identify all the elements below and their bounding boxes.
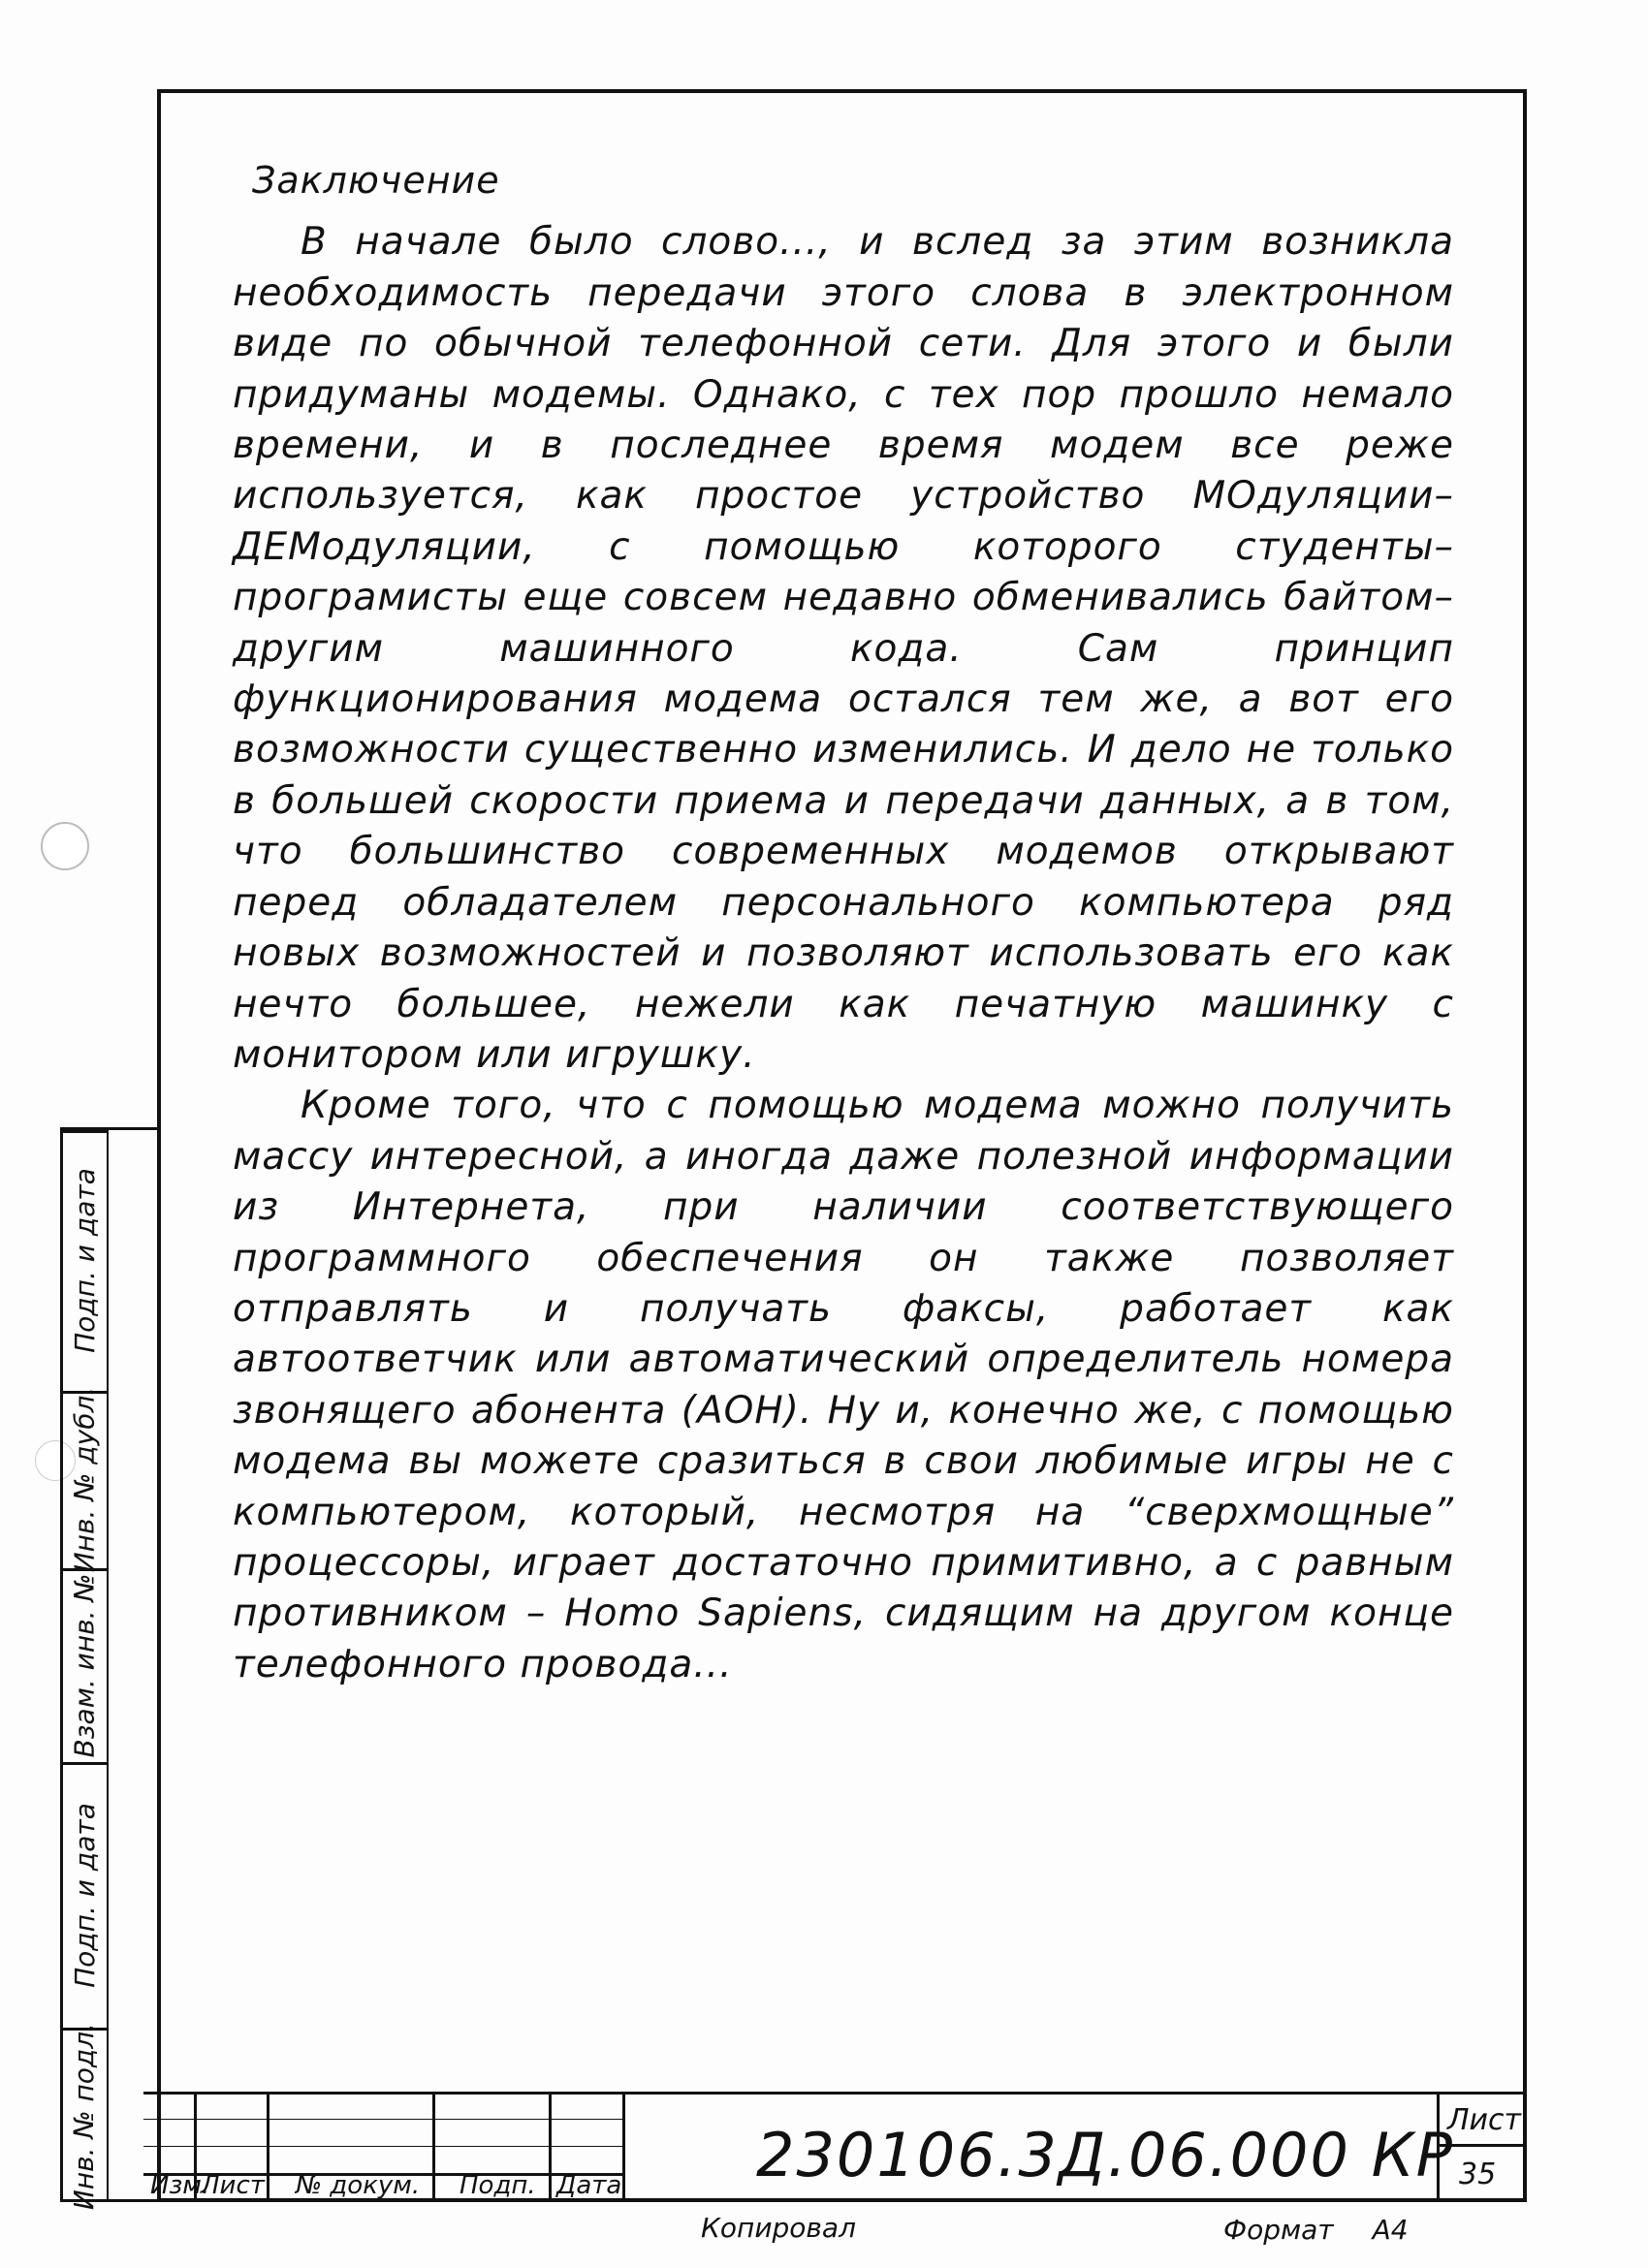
tb-divider [432, 2092, 435, 2202]
paper-format [1223, 2214, 1409, 2246]
side-label-sign-date: Подп. и дата [68, 1168, 101, 1353]
tb-divider [549, 2092, 552, 2202]
sheet-label: Лист [1447, 2103, 1522, 2137]
tb-divider [622, 2092, 625, 2202]
col-doc-number: № докум. [296, 2171, 421, 2200]
side-stamp [60, 1127, 157, 2211]
copied-by-label: Копировал [701, 2212, 856, 2244]
col-change: Изм. [150, 2171, 210, 2200]
tb-rule [143, 2092, 1527, 2095]
punch-hole [41, 822, 89, 870]
paragraph: Кроме того, что с помощью модема можно получить массу интересной, а иногда даже полезной информации из Интернета, при наличии соответствующего программного обеспечения он также позволяет отправлять и получать факсы, работает как автоответчик или автоматический определитель номера звонящего абонента (АОН). Ну и, конечно же, с помощью модема вы можете сразиться в свои любимые игры не с компьютером, который, несмотря на “сверхмощные” процессоры, играет достаточно примитивно, а с равным противником – Homo Sapiens, сидящим на другом конце телефонного провода... [233, 1084, 1454, 1686]
side-label-dup-inv: Инв. № дубл. [68, 1386, 101, 1573]
side-label-orig-inv: Инв. № подл. [68, 2022, 101, 2211]
col-signature: Подп. [460, 2171, 536, 2200]
section-title: Заключение [252, 159, 500, 202]
document-body [233, 155, 1454, 1690]
format-value: А4 [1372, 2214, 1409, 2246]
document-code: 230106.3Д.06.000 КР [756, 2120, 1455, 2190]
format-label: Формат [1223, 2214, 1334, 2246]
side-stamp-divider [107, 1130, 109, 2199]
paragraph: В начале было слово..., и вслед за этим возникла необходимость передачи этого слова в электронном виде по обычной телефонной сети. Для этого и были придуманы модемы. Однако, с тех пор прошло немало времени, и в последнее время модем все реже используется, как простое устройство МОдуляции–ДЕМодуляции, с помощью которого студенты–програмисты еще совсем недавно обменивались байтом–другим машинного кода. Сам принцип функционирования модема остался тем же, а вот его возможности существенно изменились. И дело не только в большей скорости приема и передачи данных, а в том, что большинство современных модемов открывают перед обладателем персонального компьютера ряд новых возможностей и позволяют использовать его как нечто большее, нежели как печатную машинку с монитором или игрушку. [233, 220, 1454, 1077]
sheet-number: 35 [1459, 2158, 1497, 2191]
tb-divider [267, 2092, 269, 2202]
side-label-replace-inv: Взам. инв. № [68, 1572, 101, 1758]
col-sheet: Лист [201, 2171, 265, 2200]
col-date: Дата [556, 2171, 622, 2200]
side-label-sign-date-2: Подп. и дата [68, 1802, 101, 1988]
